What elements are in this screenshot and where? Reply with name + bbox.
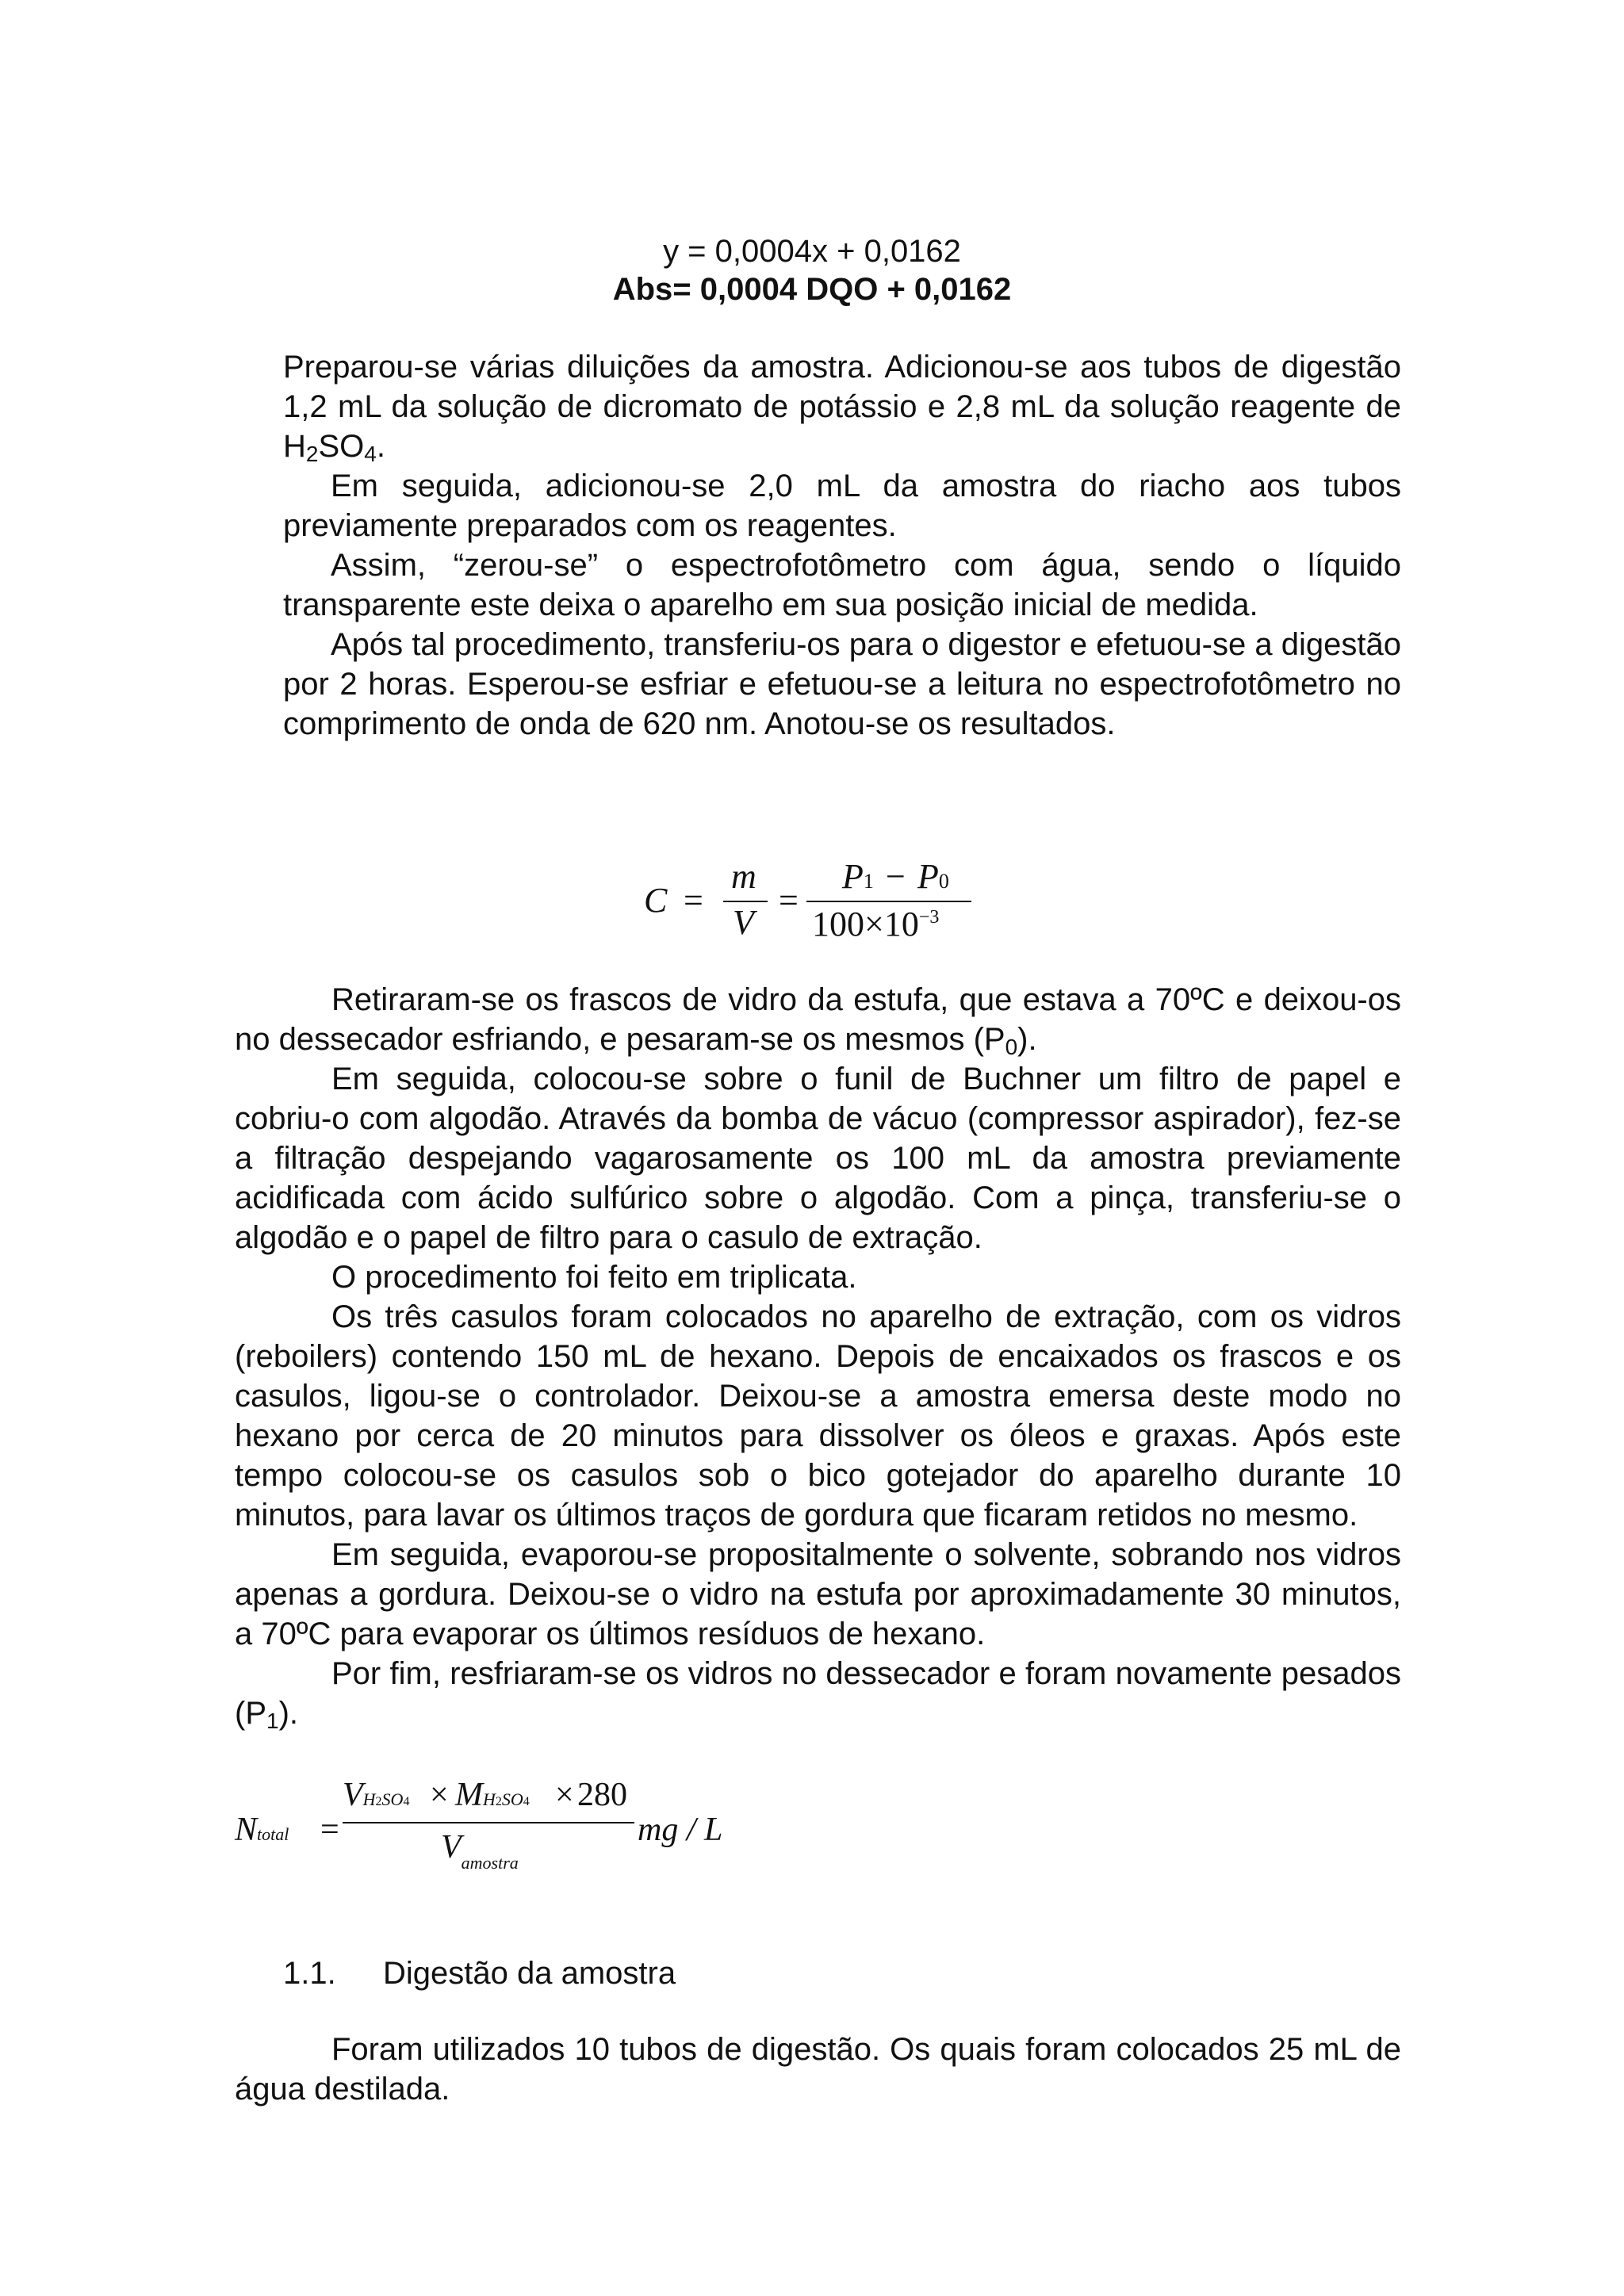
formula-c-eq1: = [684, 881, 703, 920]
paragraph-zero-spectrophotometer: Assim, “zerou-se” o espectrofotômetro com água, sendo o líquido transparente este deixa o aparelho em sua posição inicial de medida. [283, 548, 1401, 622]
linear-fit-equation: y = 0,0004x + 0,0162 [663, 234, 961, 269]
formula-n-v-sub-so: SO [381, 1789, 404, 1809]
formula-n-v-h2so4 [343, 1776, 409, 1814]
paragraph-tubes: Foram utilizados 10 tubos de digestão. Os quais foram colocados 25 mL de água destilada. [235, 2032, 1401, 2107]
formula-n-times-2: × [555, 1777, 574, 1813]
formula-c-p1-letter: P [842, 857, 864, 896]
paragraph-reweigh [235, 1654, 1401, 1733]
paragraph-remove-flasks [235, 980, 1401, 1059]
section-title: Digestão da amostra [383, 1956, 676, 1991]
formula-n-v-letter: V [343, 1777, 363, 1813]
paragraph-filtration: Em seguida, colocou-se sobre o funil de Buchner um filtro de papel e cobriu-o com algodão. Através da bomba de vácuo (compressor aspirador), fez-se a filtração despejando vagarosamente os 100 mL da amostra previamente acidificada com ácido sulfúrico sobre o algodão. Com a pinça, transferiu-se o algodão e o papel de filtro para o casulo de extração. [235, 1062, 1401, 1255]
h2so4-sub-4: 4 [364, 442, 377, 466]
formula-n-letter: N [235, 1812, 258, 1848]
formula-n-times-1: × [430, 1777, 449, 1813]
h2so4-so: SO [318, 429, 365, 464]
formula-c-p0 [917, 856, 949, 897]
paragraph-remove-flasks-text: Retiraram-se os frascos de vidro da estufa, que estava a 70ºC e deixou-os no dessecador esfriando, e pesaram-se os mesmos (P [235, 982, 1401, 1057]
formula-c-den2-base: 100×10 [812, 905, 919, 943]
formula-n-den-letter: V [441, 1829, 462, 1866]
formula-c-p0-letter: P [917, 857, 939, 896]
formula-n-denominator [441, 1828, 519, 1873]
formula-c-minus: − [886, 857, 906, 896]
formula-c-p1 [842, 856, 874, 897]
p1-sub: 1 [266, 1709, 279, 1733]
formula-n-m-sub-h: H [483, 1789, 496, 1809]
formula-c-den2-exp: −3 [918, 907, 940, 928]
formula-n-m-h2so4 [455, 1776, 530, 1814]
formula-n-m-sub-4: 4 [523, 1795, 530, 1808]
formula-c-num-m: m [731, 857, 756, 896]
h2so4-sub-2: 2 [305, 442, 319, 466]
formula-n-lhs [235, 1811, 289, 1849]
paragraph-dilutions [283, 347, 1401, 466]
formula-n-total [235, 1776, 758, 1879]
formula-n-m-sub-2: 2 [495, 1795, 502, 1808]
paragraph-evaporation: Em seguida, evaporou-se propositalmente o solvente, sobrando nos vidros apenas a gordura. Deixou-se o vidro na estufa por aproximadamente 30 minutos, a 70ºC para evaporar os últimos resíduos de hexano. [235, 1537, 1401, 1651]
formula-n-unit: mg / L [638, 1812, 723, 1848]
formula-n-v-sub-2: 2 [375, 1795, 382, 1808]
formula-c-p1-sub: 1 [863, 870, 874, 893]
formula-n-eq: = [320, 1812, 339, 1848]
p0-sub: 0 [1005, 1035, 1018, 1059]
paragraph-dilutions-text: Preparou-se várias diluições da amostra. Adicionou-se aos tubos de digestão 1,2 mL da solução de dicromato de potássio e 2,8 mL da solução reagente de H [283, 350, 1401, 464]
procedure-block-2 [235, 980, 1401, 1733]
formula-c-p0-sub: 0 [938, 870, 949, 893]
paragraph-reweigh-text: Por fim, resfriaram-se os vidros no dessecador e foram novamente pesados (P [235, 1656, 1401, 1731]
paragraph-reweigh-end: ). [278, 1696, 299, 1731]
paragraph-triplicate: O procedimento foi feito em triplicata. [331, 1260, 857, 1295]
formula-n-den-sub: amostra [461, 1853, 519, 1873]
paragraph-extraction: Os três casulos foram colocados no aparelho de extração, com os vidros (reboilers) contendo 150 mL de hexano. Depois de encaixados os frascos e os casulos, ligou-se o controlador. Deixou-se a amostra emersa deste modo no hexano por cerca de 20 minutos para dissolver os óleos e graxas. Após este tempo colocou-se os casulos sob o bico gotejador do aparelho durante 10 minutos, para lavar os últimos traços de gordura que ficaram retidos no mesmo. [235, 1299, 1401, 1533]
procedure-block-3 [235, 2030, 1401, 2109]
paragraph-sample-added: Em seguida, adicionou-se 2,0 mL da amostra do riacho aos tubos previamente preparados com os reagentes. [283, 469, 1401, 543]
h2so4-period: . [376, 429, 385, 464]
formula-c-eq2: = [779, 881, 799, 920]
formula-n-constant: 280 [577, 1777, 627, 1813]
formula-c-den-v: V [733, 903, 754, 942]
formula-n-m-sub-so: SO [501, 1789, 523, 1809]
formula-n-v-sub-h: H [362, 1789, 376, 1809]
paragraph-digestion: Após tal procedimento, transferiu-os para o digestor e efetuou-se a digestão por 2 horas. Esperou-se esfriar e efetuou-se a leitura no espectrofotômetro no comprimento de onda de 620 nm. Anotou-se os resultados. [283, 627, 1401, 741]
formula-n-v-sub-4: 4 [403, 1795, 410, 1808]
procedure-block-1 [283, 347, 1401, 744]
abs-fit-equation: Abs= 0,0004 DQO + 0,0162 [612, 272, 1012, 307]
section-number: 1.1. [283, 1956, 336, 1991]
formula-n-sub: total [257, 1824, 289, 1844]
paragraph-remove-flasks-end: ). [1017, 1022, 1037, 1057]
formula-concentration [644, 856, 977, 951]
formula-c-den2 [812, 904, 939, 944]
formula-n-m-letter: M [455, 1777, 483, 1813]
formula-c-lhs: C [644, 881, 668, 920]
section-heading [283, 1954, 676, 1993]
formula-n-fraction-bar [343, 1822, 634, 1823]
formula-c-fraction-bar-2 [806, 901, 971, 902]
